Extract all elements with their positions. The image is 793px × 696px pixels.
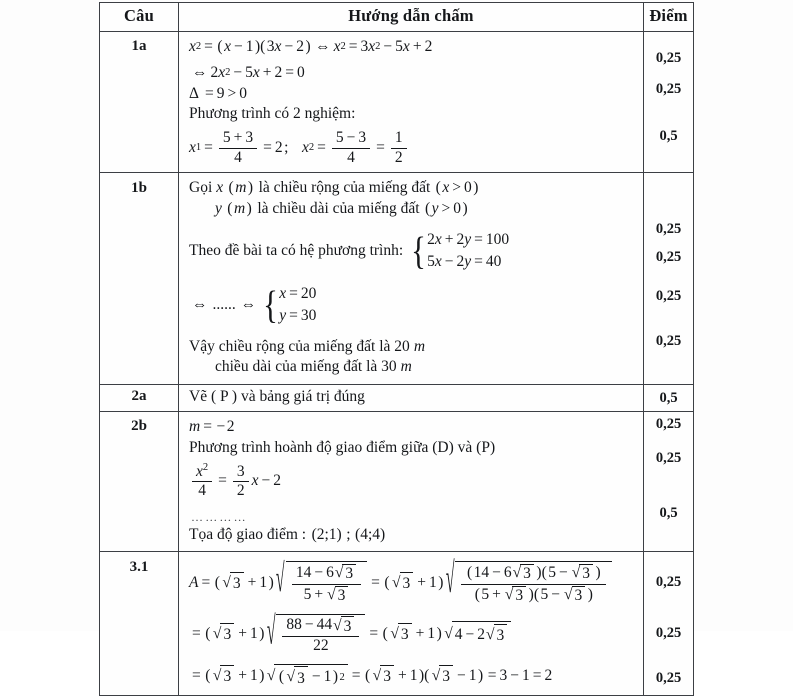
row-content-1a bbox=[179, 32, 644, 173]
row-label-1a: 1a bbox=[100, 32, 179, 173]
sqrt-icon: √ 3 bbox=[373, 665, 394, 688]
intersection-equation: $\frac{x^2}{4}$ = $\frac{3}{2}$ x − 2 bbox=[189, 464, 643, 500]
equation-system: { 2x + 2y = 100 5x − 2y = 40 bbox=[411, 228, 510, 273]
score-value: 0,5 bbox=[659, 390, 678, 407]
score-value: 0,25 bbox=[655, 249, 682, 266]
row-content-1b bbox=[179, 173, 644, 385]
system-equation-line: Theo đề bài ta có hệ phương trình: { 2x + 2y = 100 5x − 2y = 40 bbox=[189, 228, 510, 273]
row-label-1b: 1b bbox=[100, 173, 179, 385]
sqrt-icon: √ 3 bbox=[432, 665, 453, 688]
conclusion-line: chiều dài của miếng đất là 30 m bbox=[215, 358, 412, 376]
score-value: 0,25 bbox=[655, 81, 682, 97]
table-row bbox=[100, 385, 694, 412]
expression-line: = ( √ 3 + 1 ) √ ( √ 3 − 1 ) 2 = ( √ 3 + 1 )( √ 3 − 1 ) = 3 − 1 = 2 bbox=[189, 664, 643, 690]
variable-definition-line: y ( m ) là chiều dài của miếng đất ( y > 0 ) bbox=[215, 199, 468, 217]
expression-line: A = ( √ 3 + 1 ) √ 14 − 6 √ 3 5 + √ 3 = ( √ 3 + 1 ) √ (14 − 6 √ 3 )(5 − √ 3 ) (5 + √ 3 )(5 − √ 3 ) bbox=[189, 561, 643, 604]
coordinates-line: Tọa độ giao điểm : (2;1) ; (4;4) bbox=[189, 525, 386, 543]
row-scores-1b bbox=[644, 173, 694, 385]
equation-system: { x = 20 y = 30 bbox=[263, 282, 317, 327]
score-value: 0,25 bbox=[655, 333, 682, 350]
sqrt-icon: √ 3 bbox=[213, 623, 234, 646]
score-value: 0,25 bbox=[655, 574, 682, 591]
header-cau: Câu bbox=[100, 3, 179, 32]
table-row bbox=[100, 173, 694, 385]
parameter-line: m = − 2 bbox=[189, 418, 235, 436]
header-huong-dan-cham: Hướng dẫn chấm bbox=[179, 3, 644, 32]
omitted-steps-dots: ………… bbox=[191, 509, 248, 524]
row-scores-2a bbox=[644, 385, 694, 412]
sqrt-icon: √ 3 bbox=[213, 665, 234, 688]
intersection-text: Phương trình hoành độ giao điểm giữa (D) và (P) bbox=[189, 438, 496, 456]
score-value: 0,25 bbox=[655, 50, 682, 66]
sqrt-icon: √ 4 − 2 √ 3 bbox=[444, 621, 511, 647]
discriminant-line: Δ = 9 > 0 bbox=[189, 84, 247, 102]
score-value: 0,25 bbox=[655, 221, 682, 238]
sqrt-icon: √ 14 − 6 √ 3 5 + √ 3 bbox=[276, 561, 367, 604]
table-row bbox=[100, 32, 694, 173]
table-row bbox=[100, 412, 694, 552]
row-label-2a: 2a bbox=[100, 385, 179, 412]
sqrt-icon: √ 88 − 44 √ 3 22 bbox=[267, 614, 366, 655]
row-scores-2b bbox=[644, 412, 694, 552]
solution-system-line: ⇔ ...... ⇔ { x = 20 y = 30 bbox=[192, 282, 317, 327]
row-scores-1a bbox=[644, 32, 694, 173]
grading-rubric-table bbox=[99, 2, 694, 696]
header-diem: Điểm bbox=[644, 3, 694, 32]
row-label-3-1: 3.1 bbox=[100, 552, 179, 696]
sqrt-icon: √ 3 bbox=[222, 572, 243, 595]
conclusion-line: Vậy chiều rộng của miếng đất là 20 m bbox=[189, 337, 426, 355]
score-value: 0,25 bbox=[655, 450, 682, 467]
row-content-3-1 bbox=[179, 552, 644, 696]
score-value: 0,5 bbox=[659, 505, 678, 522]
sqrt-icon: √ ( √ 3 − 1 ) 2 bbox=[267, 664, 348, 690]
roots-text: Phương trình có 2 nghiệm: bbox=[189, 105, 356, 123]
equation-line: x 2 = ( x − 1 )( 3 x − 2 ) ⇔ x 2 = 3 x 2 − 5 x + 2 bbox=[189, 38, 433, 56]
row-scores-3-1 bbox=[644, 552, 694, 696]
table-row bbox=[100, 552, 694, 696]
sqrt-icon: √ 3 bbox=[390, 623, 411, 646]
row-content-2a bbox=[179, 385, 644, 412]
expression-line: = ( √ 3 + 1 ) √ 88 − 44 √ 3 22 = ( √ 3 + 1 ) √ 4 − 2 √ 3 bbox=[189, 614, 643, 655]
row-label-2b: 2b bbox=[100, 412, 179, 552]
instruction-line: Vẽ ( P ) và bảng giá trị đúng bbox=[189, 388, 365, 406]
roots-equation-line: x 1 = $\frac{5 + 3}{4}$ = 2 ; x 2 = $\frac{5 - 3}{4}$ = $\frac{1}{2}$ bbox=[189, 130, 643, 166]
row-content-2b bbox=[179, 412, 644, 552]
variable-definition-line: Gọi x ( m ) là chiều rộng của miếng đất ( x > 0 ) bbox=[189, 179, 479, 197]
score-value: 0,25 bbox=[655, 416, 682, 433]
score-value: 0,25 bbox=[655, 288, 682, 305]
equation-line: ⇔ 2 x 2 − 5 x + 2 = 0 bbox=[192, 63, 305, 81]
sqrt-icon: √ 3 bbox=[392, 572, 413, 595]
sqrt-icon: √ (14 − 6 √ 3 )(5 − √ 3 ) (5 + √ 3 )(5 − √ 3 ) bbox=[446, 561, 612, 604]
table-header-row bbox=[100, 3, 694, 32]
score-value: 0,5 bbox=[659, 128, 678, 144]
score-value: 0,25 bbox=[655, 625, 682, 642]
score-value: 0,25 bbox=[655, 670, 682, 687]
